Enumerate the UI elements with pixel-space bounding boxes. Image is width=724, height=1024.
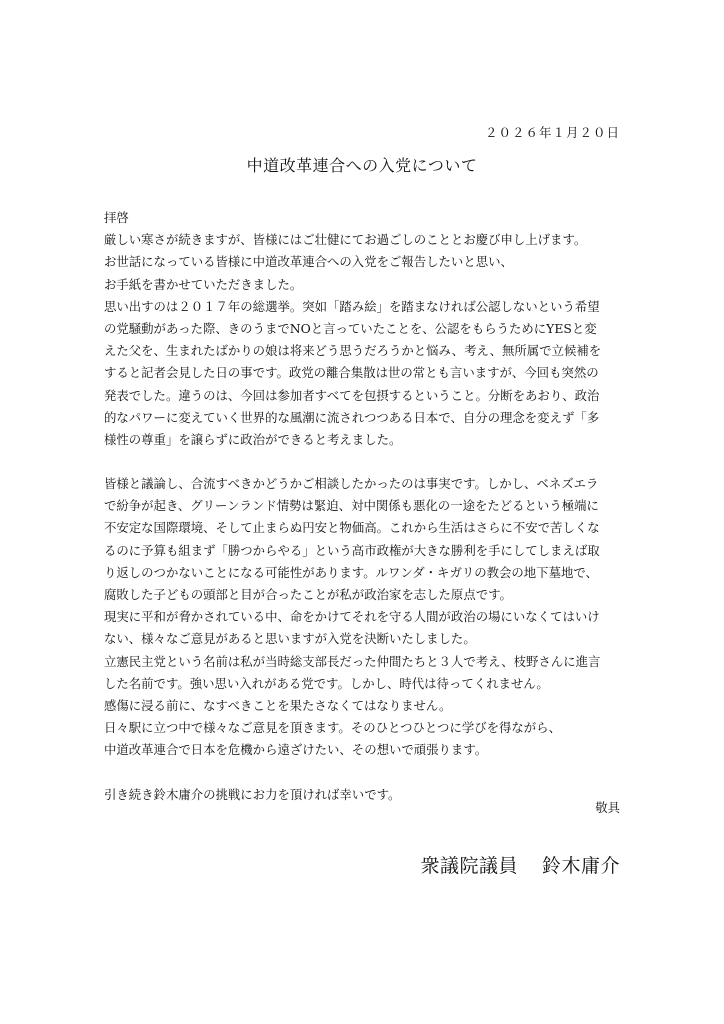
- paragraph-gap: [104, 762, 624, 784]
- paragraph-gap: [104, 451, 624, 473]
- body-line: 皆様と議論し、合流すべきかどうかご相談したかったのは事実です。しかし、ベネズエラ: [104, 476, 599, 492]
- body-line: の党騒動があった際、きのうまでNOと言っていたことを、公認をもらうためにYESと変: [104, 320, 597, 336]
- body-line: 腐敗した子どもの頭部と目が合ったことが私が政治家を志した原点です。: [104, 587, 512, 602]
- salutation: 拝啓: [104, 210, 129, 225]
- complimentary-close: 敬具: [595, 800, 620, 815]
- body-line: 立憲民主党という名前は私が当時総支部長だった仲間たちと３人で考え、枝野さんに進言: [104, 653, 601, 669]
- body-line: お世話になっている皆様に中道改革連合への入党をご報告したいと思い、: [104, 254, 513, 270]
- closing-line: 引き続き鈴木庸介の挑戦にお力を頂ければ幸いです。: [104, 786, 401, 802]
- body-line: 的なパワーに変えていく世界的な風潮に流されつつある日本で、自分の理念を変えず「多: [104, 409, 600, 425]
- signature-name: 鈴木庸介: [541, 855, 620, 877]
- letter-body: [104, 207, 624, 806]
- body-line: すると記者会見した日の事です。政党の離合集散は世の常とも言いますが、今回も突然の: [104, 365, 599, 381]
- body-line: り返しのつかないことになる可能性があります。ルワンダ・キガリの教会の地下墓地で、: [104, 564, 598, 580]
- body-line: 日々駅に立つ中で様々なご意見を頂きます。そのひとつひとつに学びを得ながら、: [104, 720, 561, 736]
- body-line: ない、様々なご意見があると思いますが入党を決断いたしました。: [104, 631, 476, 647]
- signature-title: 衆議院議員: [420, 855, 518, 877]
- body-line: お手紙を書かせていただきました。: [104, 276, 303, 292]
- body-line: 不安定な国際環境、そして止まらぬ円安と物価高。これから生活はさらに不安で苦しくな: [104, 520, 600, 536]
- signature-block: [420, 851, 620, 878]
- body-line: で紛争が起き、グリーンランド情勢は緊迫、対中関係も悪化の一途をたどるという極端に: [104, 498, 599, 514]
- body-line: 発表でした。違うのは、今回は参加者すべてを包摂するということ。分断をあおり、政治: [104, 387, 600, 403]
- letter-date: ２０２６年１月２０日: [484, 125, 620, 140]
- letter-title: 中道改革連合への入党について: [246, 156, 478, 175]
- body-line: るのに予算も組まず「勝つからやる」という高市政権が大きな勝利を手にしてしまえば取: [104, 542, 600, 558]
- body-line: 感傷に浸る前に、なすべきことを果たさなくてはなりません。: [104, 697, 452, 713]
- body-line: 厳しい寒さが続きますが、皆様にはご壮健にてお過ごしのこととお慶び申し上げます。: [104, 232, 587, 248]
- body-line: 現実に平和が脅かされている中、命をかけてそれを守る人間が政治の場にいなくてはいけ: [104, 609, 600, 625]
- body-line: 思い出すのは２０１７年の総選挙。突如「踏み絵」を踏まなければ公認しないという希望: [104, 298, 600, 314]
- body-line: した名前です。強い思い入れがある党です。しかし、時代は待ってくれません。: [104, 675, 549, 691]
- body-line: えた父を、生まれたばかりの娘は将来どう思うだろうかと悩み、考え、無所属で立候補を: [104, 343, 602, 359]
- body-line: 中道改革連合で日本を危機から遠ざけたい、その想いで頑張ります。: [104, 742, 488, 758]
- body-line: 様性の尊重」を譲らずに政治ができると考えました。: [104, 431, 402, 447]
